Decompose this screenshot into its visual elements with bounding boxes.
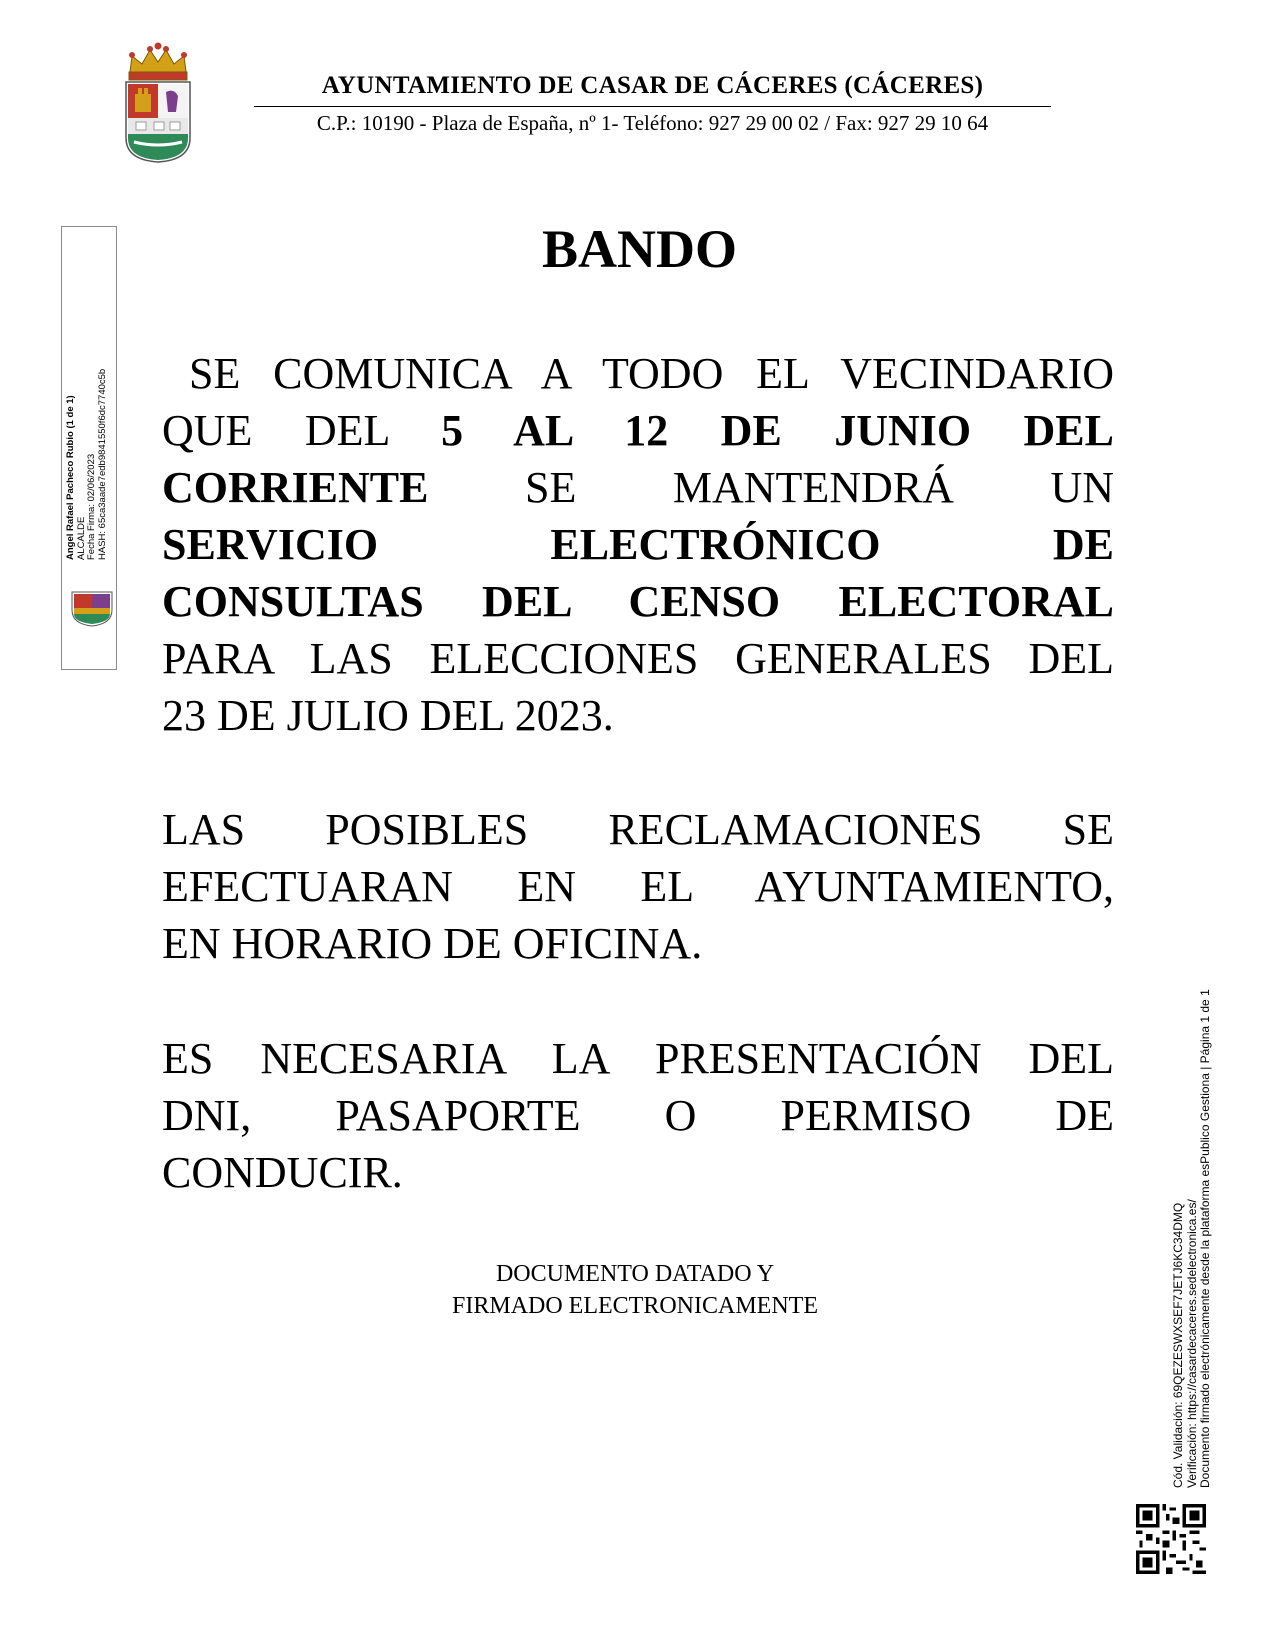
text-line: CONDUCIR. [162,1148,403,1197]
signed-notice-line: DOCUMENTO DATADO Y [495,1261,775,1287]
text-line: 23 DE JULIO DEL 2023. [162,691,614,740]
text-line: CORRIENTE SE MANTENDRÁ UN [162,463,1114,512]
coat-of-arms-icon [120,38,196,164]
verification-details [1172,968,1213,1488]
text-line: PARA LAS ELECCIONES GENERALES DEL [162,634,1114,683]
text-line: QUE DEL 5 AL 12 DE JUNIO DEL [162,406,1115,455]
text-line: SE COMUNICA A TODO EL VECINDARIO [189,349,1114,398]
announcement-paragraph-2 [162,801,1114,972]
header-divider [254,106,1051,107]
announcement-paragraph-3 [162,1030,1114,1201]
signature-logo-icon [66,588,118,628]
signer-role: ALCALDE [75,516,87,560]
text-line: SERVICIO ELECTRÓNICO DE [162,520,1114,569]
document-title: BANDO [541,219,737,279]
signed-notice-line: FIRMADO ELECTRONICAMENTE [452,1293,818,1319]
verification-url[interactable]: Verificación: https://casardecaceres.sedelectronica.es/ [1184,1199,1199,1488]
organization-address: C.P.: 10190 - Plaza de España, nº 1- Teléfono: 927 29 00 02 / Fax: 927 29 10 64 [316,111,989,135]
text-line: CONSULTAS DEL CENSO ELECTORAL [162,577,1114,626]
validation-code: Cód. Validación: 69QEZESWXSEF7JETJ6KC34DMQ [1171,1202,1185,1488]
qr-code-icon[interactable] [1136,1504,1206,1574]
signer-name: Angel Rafael Pacheco Rubio (1 de 1) [65,395,76,560]
text-line: ES NECESARIA LA PRESENTACIÓN DEL [162,1034,1114,1083]
signature-hash: HASH: 65ca3aade7edb9841550f6dc7740c5b [96,368,108,560]
text-line: EN HORARIO DE OFICINA. [162,919,703,968]
date-range: 5 AL 12 DE JUNIO DEL [441,406,1115,455]
text-line: LAS POSIBLES RECLAMACIONES SE [162,805,1114,854]
signed-notice [380,1258,890,1322]
signature-date: Fecha Firma: 02/06/2023 [86,453,97,560]
platform-note: Documento firmado electrónicamente desde la plataforma esPublico Gestiona | Página 1 de 1 [1198,989,1212,1488]
text-line: DNI, PASAPORTE O PERMISO DE [162,1091,1114,1140]
text-line: EFECTUARAN EN EL AYUNTAMIENTO, [162,862,1114,911]
announcement-paragraph-1 [162,345,1114,744]
organization-name: AYUNTAMIENTO DE CASAR DE CÁCERES (CÁCERES) [321,72,984,99]
